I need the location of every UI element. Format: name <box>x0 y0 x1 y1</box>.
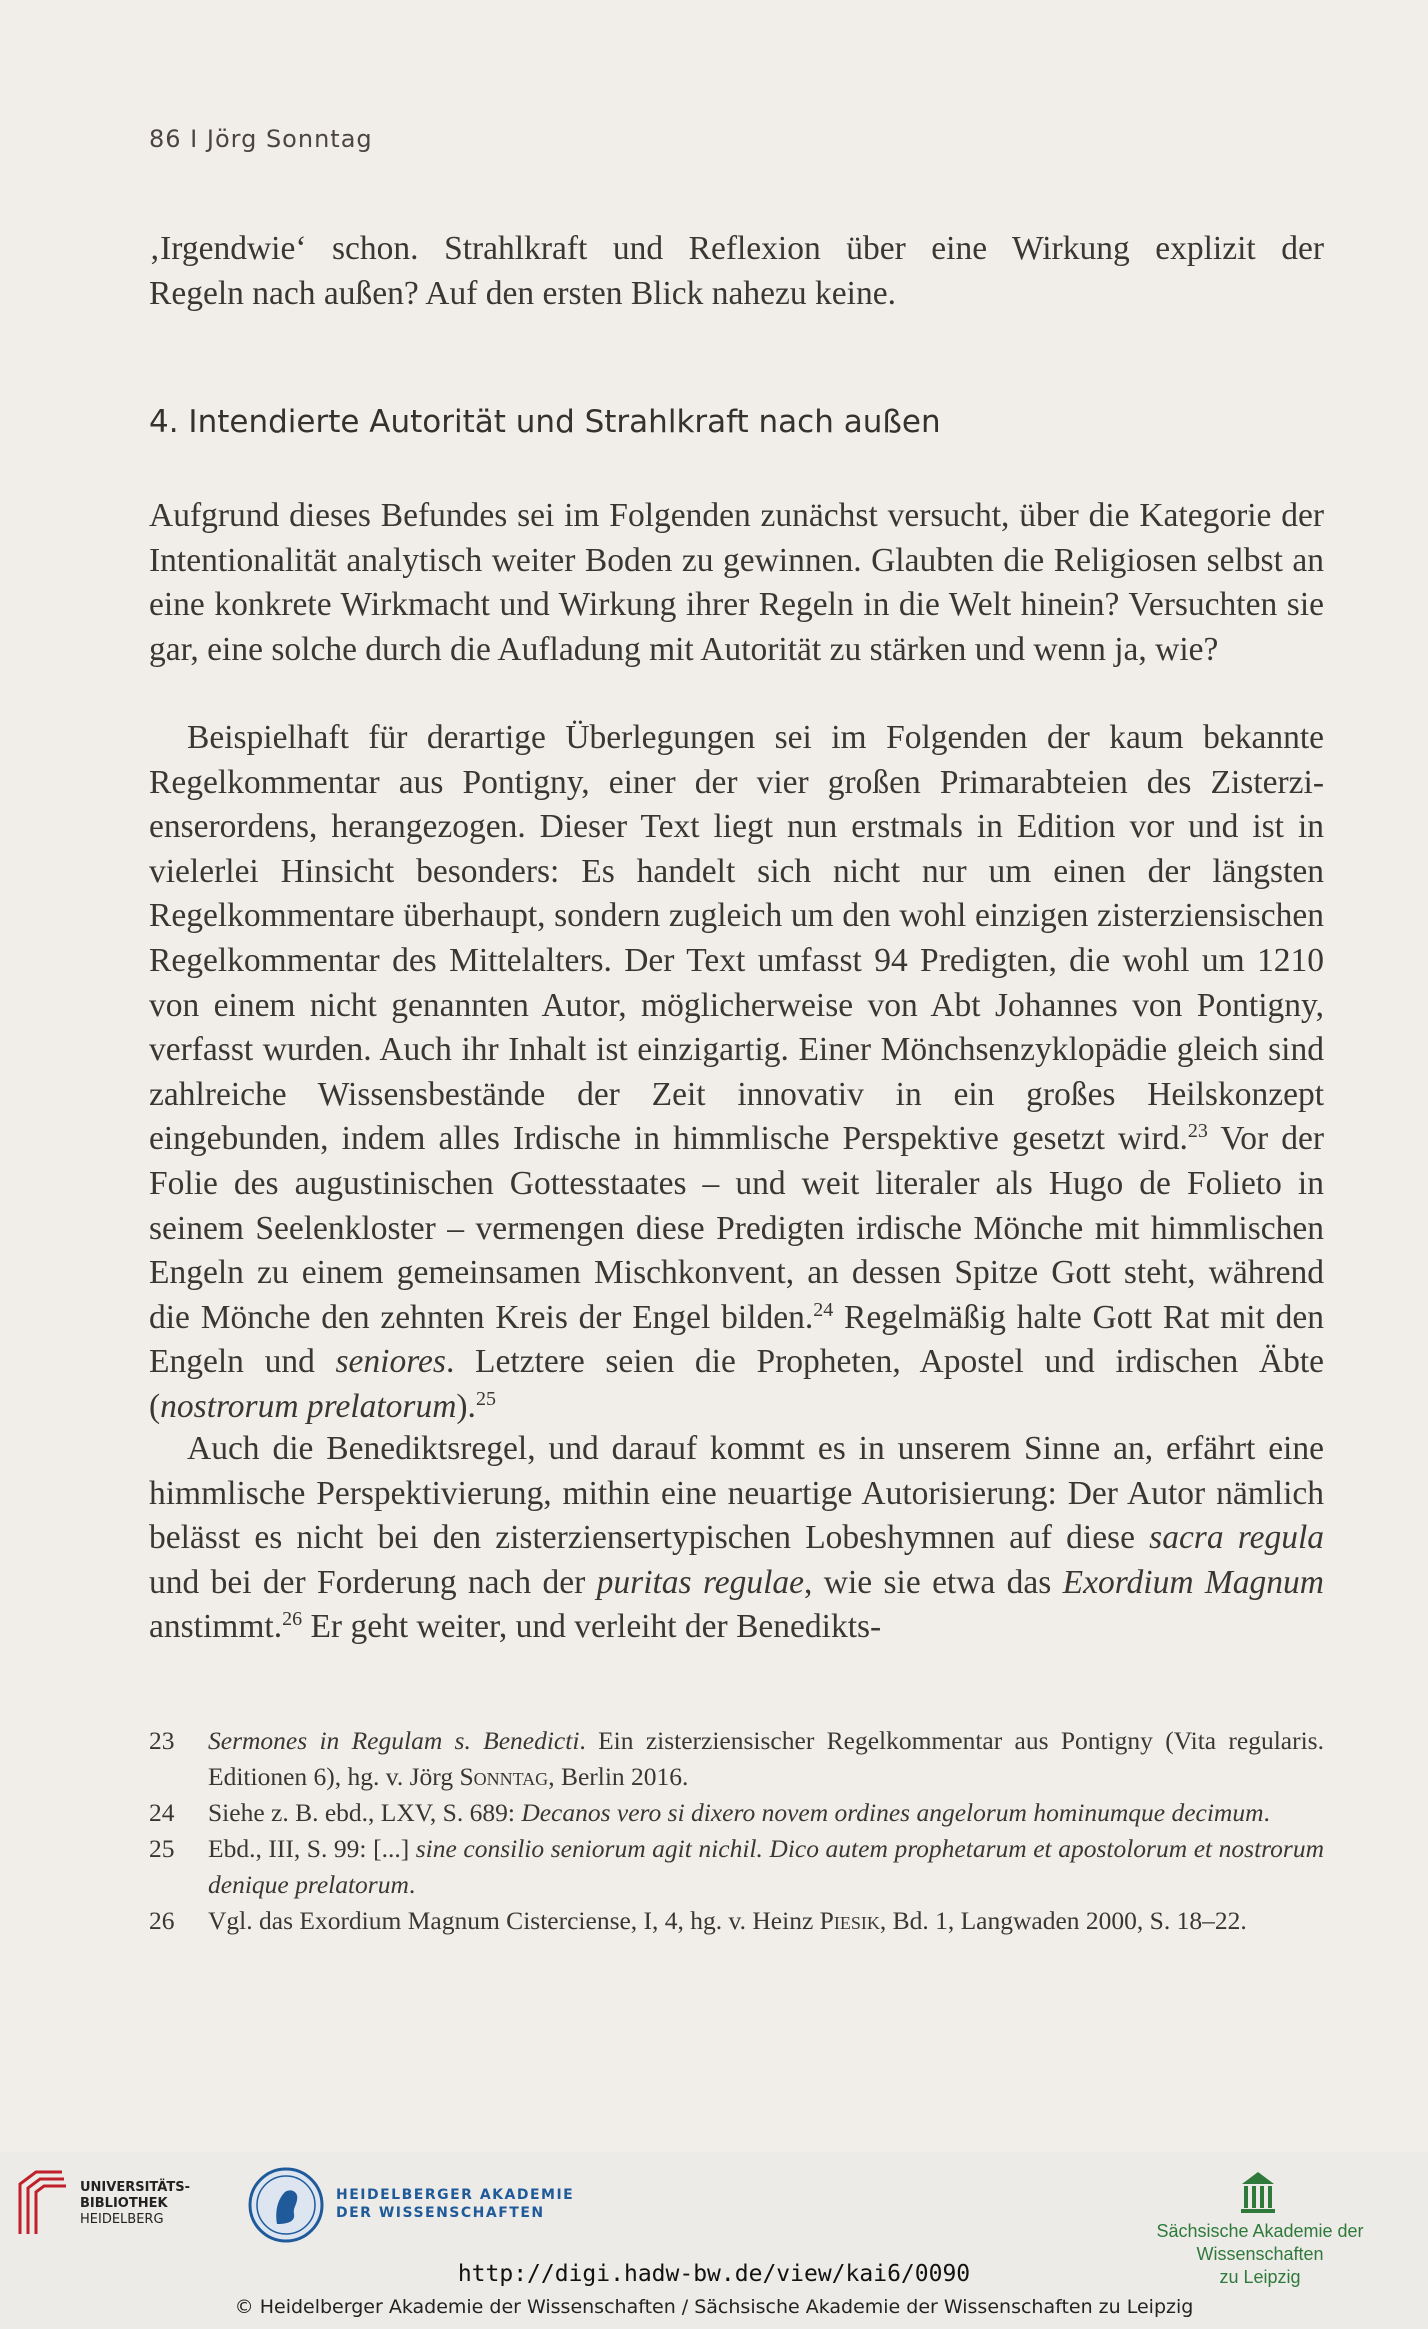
p3-italic-sacra-regula: sacra regula <box>1149 1519 1324 1557</box>
p2-text-3: Regelmäßig halte Gott Rat mit den Engeln und <box>149 1298 1324 1381</box>
footnote-text-b: . <box>1263 1798 1270 1827</box>
author-smallcaps: Piesik <box>819 1906 880 1935</box>
footnotes <box>149 1723 1324 1939</box>
p2-text-2: Vor der Folie des augustinischen Gottesstaates – und weit literaler als Hugo de Folieto in seinem Seelenkloster – vermengen diese Predigten irdische Mönche mit himmlischen Engeln zu einem gemeinsamen Mischkonvent, an dessen Spitze Gott steht, während die Mönche den zehnten Kreis der Engel bilden. <box>149 1120 1324 1336</box>
source-url-link[interactable]: http://digi.hadw-bw.de/view/kai6/0090 <box>457 2261 971 2287</box>
footnote-text-a: . Ein zisterziensischer Regelkommentar aus Pontigny (Vita regularis. Editionen 6), hg. v. Jörg <box>208 1726 1324 1791</box>
p3-italic-exordium: Exordium Magnum <box>1062 1563 1324 1601</box>
paragraph-1: Aufgrund dieses Befundes sei im Folgenden zunächst versucht, über die Kategorie der Intentionalität analytisch weiter Boden zu gewinnen. Glaubten die Religiosen selbst an eine konkrete Wirkmacht und Wirkung ihrer Regeln in die Welt hinein? Versuchten sie gar, eine solche durch die Aufladung mit Autorität zu stärken und wenn ja, wie? <box>149 497 1324 668</box>
p3-text-5: Er geht weiter, und verleiht der Benedikts- <box>302 1608 882 1646</box>
ub-line-3: HEIDELBERG <box>80 2212 164 2227</box>
copyright-notice: © Heidelberger Akademie der Wissenschaften / Sächsische Akademie der Wissenschaften zu Leipzig <box>234 2296 1194 2318</box>
footnote-text-b: , Berlin 2016. <box>548 1762 689 1791</box>
saw-building-icon[interactable] <box>1240 2170 1276 2214</box>
footnote-text <box>208 1903 1324 1939</box>
paragraph-3 <box>149 1427 1324 1650</box>
footnote-text-a: Ebd., III, S. 99: [...] <box>208 1834 416 1863</box>
hadw-seal-icon[interactable] <box>247 2166 325 2244</box>
footnote-text-b: , Bd. 1, Langwaden 2000, S. 18–22. <box>879 1906 1247 1935</box>
footnote-text <box>208 1723 1324 1795</box>
saw-line-1: Sächsische Akademie der Wissenschaften <box>1156 2221 1364 2264</box>
saw-line-2: zu Leipzig <box>1219 2267 1301 2287</box>
section-heading: 4. Intendierte Autorität und Strahlkraft nach außen <box>149 404 941 440</box>
footnote-ref-24[interactable]: 24 <box>813 1298 834 1321</box>
hadw-line-2: DER WISSENSCHAFTEN <box>336 2205 545 2221</box>
footnote-text-a: Vgl. das Exordium Magnum Cisterciense, I, 4, hg. v. Heinz <box>208 1906 820 1935</box>
footnote-24 <box>149 1795 1324 1831</box>
p3-text-4: anstimmt. <box>149 1608 283 1646</box>
footnote-italic: Decanos vero si dixero novem ordines angelorum hominumque decimum <box>521 1798 1264 1827</box>
p3-italic-puritas: puritas regulae <box>596 1563 805 1601</box>
footnote-text <box>208 1831 1324 1903</box>
intro-paragraph <box>149 227 1324 316</box>
p2-text-5: ). <box>456 1387 476 1425</box>
p2-text-1: Beispielhaft für derartige Überlegungen sei im Folgenden der kaum bekannte Regelkommentar aus Pontigny, einer der vier großen Primarabteien des Zisterzienserordens, herangezogen. Dieser Text liegt nun erstmals in Edition vor und ist in vielerlei Hinsicht besonders: Es handelt sich nicht nur um einen der längsten Regelkommentare überhaupt, sondern zugleich um den wohl einzigen zisterziensischen Regelkommentar des Mittelalters. Der Text umfasst 94 Predigten, die wohl um 1210 von einem nicht genannten Autor, möglicherweise von Abt Johannes von Pontigny, verfasst wurden. Auch ihr Inhalt ist einzigartig. Einer Mönchsenzyklopädie gleich sind zahlreiche Wissensbestände der Zeit innovativ in ein großes Heilskonzept eingebunden, indem alles Irdische in himmlische Perspektive gesetzt wird. <box>149 719 1324 1158</box>
p2-italic-seniores: seniores <box>335 1343 446 1381</box>
p3-text-1: Auch die Benediktsregel, und darauf kommt es in unserem Sinne an, erfährt eine himmlische Perspektivierung, mithin eine neuartige Autorisierung: Der Autor nämlich belässt es nicht bei den zisterziensertypischen Lobeshymnen auf diese <box>149 1430 1324 1557</box>
paragraph-2 <box>149 716 1324 1430</box>
running-head: 86 I Jörg Sonntag <box>149 125 373 153</box>
ub-line-1: UNIVERSITÄTS- <box>80 2180 190 2195</box>
p2-italic-prelatorum: nostrorum prelatorum <box>160 1387 457 1425</box>
footnote-26 <box>149 1903 1324 1939</box>
footnote-text-b: . <box>408 1870 416 1899</box>
ub-line-2: BIBLIOTHEK <box>80 2196 168 2211</box>
footnote-ref-26[interactable]: 26 <box>282 1608 303 1631</box>
footnote-number: 25 <box>149 1834 175 1863</box>
footnote-number: 23 <box>149 1726 175 1755</box>
footnote-ref-23[interactable]: 23 <box>1187 1120 1208 1143</box>
footnote-italic: sine consilio seniorum agit nichil. Dico autem prophetarum et apostolorum et nostrorum denique prelatorum <box>208 1834 1324 1899</box>
p3-text-2: und bei der Forderung nach der <box>149 1563 597 1601</box>
footnote-italic: Sermones in Regulam s. Benedicti <box>208 1726 580 1755</box>
intro-line-2: Regeln nach außen? Auf den ersten Blick nahezu keine. <box>149 274 896 312</box>
ub-logo-icon[interactable] <box>14 2168 74 2238</box>
p2-text-4: . Letztere seien die Propheten, Apostel und irdischen Äbte ( <box>149 1343 1324 1425</box>
footnote-text-a: Siehe z. B. ebd., LXV, S. 689: <box>208 1798 522 1827</box>
footnote-number: 24 <box>149 1798 175 1827</box>
footnote-25 <box>149 1831 1324 1903</box>
ub-logo-text <box>80 2180 190 2228</box>
p3-text-3: , wie sie etwa das <box>804 1563 1063 1601</box>
hadw-logo-text <box>336 2186 574 2222</box>
author-smallcaps: Sonntag <box>459 1762 549 1791</box>
footnote-text <box>208 1795 1324 1831</box>
footnote-23 <box>149 1723 1324 1795</box>
intro-line-1: ‚Irgendwie‘ schon. Strahlkraft und Reflexion über eine Wirkung explizit der <box>149 230 1324 267</box>
footnote-number: 26 <box>149 1906 175 1935</box>
hadw-line-1: HEIDELBERGER AKADEMIE <box>336 2187 575 2203</box>
footnote-ref-25[interactable]: 25 <box>475 1387 496 1410</box>
